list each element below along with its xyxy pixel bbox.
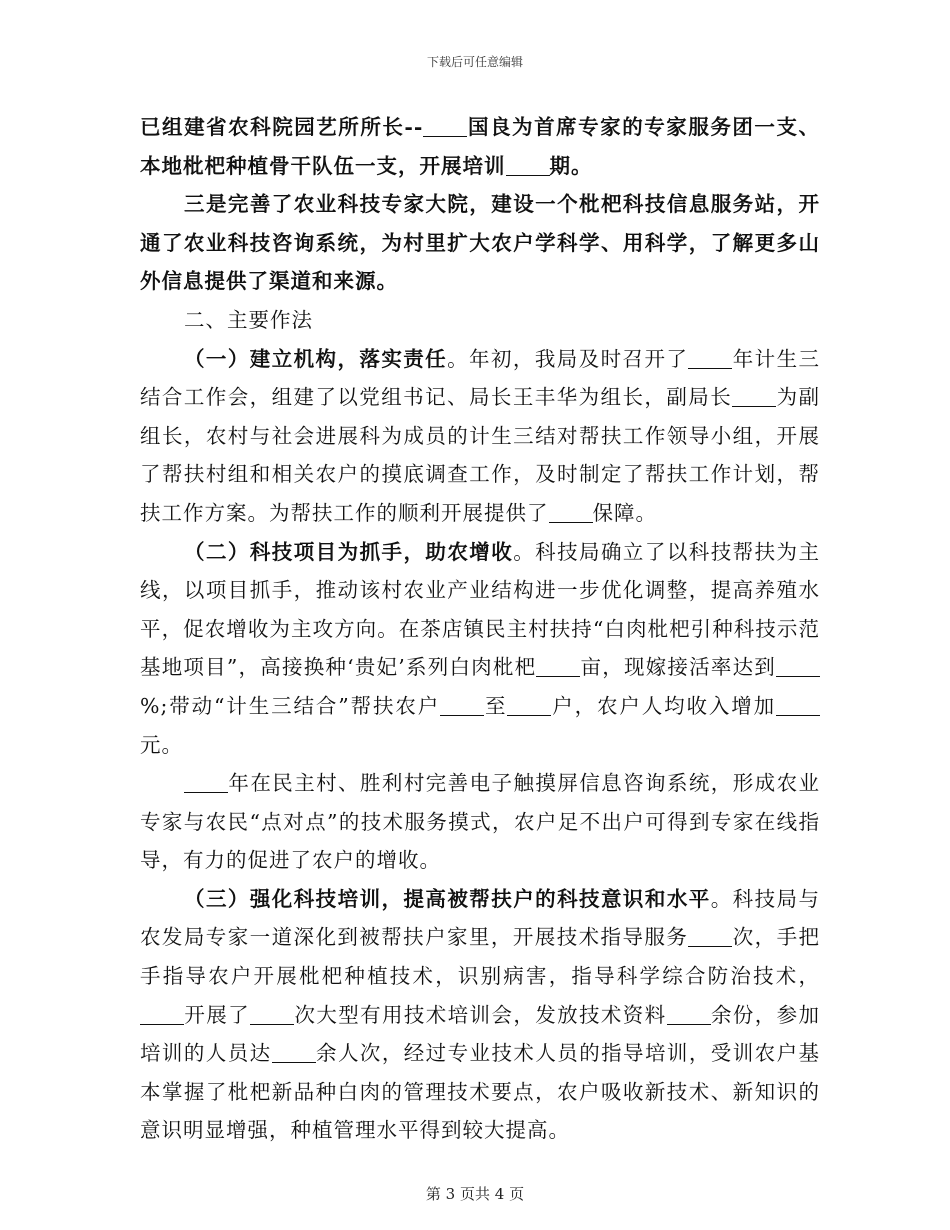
blank-underline [184,772,228,794]
blank-underline [423,116,467,138]
subheading: （一）建立机构，落实责任 [184,346,448,371]
text-segment: 为副组长，农村与社会进展科为成员的计生三结对帮扶工作领导小组，开展了帮扶村组和相关农户的摸底调查工作，及时制定了帮扶工作计划，帮扶工作方案。为帮扶工作的顺利开展提供了 [140,385,821,525]
text-segment: 保障。 [592,500,657,525]
blank-underline [440,694,484,716]
text-segment: 年在民主村、胜利村完善电子触摸屏信息咨询系统，形成农业专家与农民“点对点”的技术服务摸式，农户足不出户可得到专家在线指导，有力的促进了农户的增收。 [140,771,820,873]
text-segment: 至 [484,693,508,718]
blank-underline [667,1003,711,1025]
text-segment: 次大型有用技术培训会，发放技术资料 [294,1002,667,1027]
text-segment: 已组建省农科院园艺所所长-- [140,115,424,139]
blank-underline [732,386,776,408]
text-segment: 次，手把手指导农户开展枇杷种植技术，识别病害，指导科学综合防治技术， [140,925,821,989]
paragraph-tech-projects [140,533,820,765]
subheading: （三）强化科技培训，提高被帮扶户的科技意识和水平 [184,886,711,911]
document-body [140,108,820,1150]
blank-underline [507,694,551,716]
text-segment: 。年初，我局及时召开了 [447,346,689,371]
blank-underline [688,926,732,948]
text-segment: 国良为首席专家的专家服务团一支、本地枇杷种植骨干队伍一支，开展培训 [140,115,820,178]
page-footer: 第 3 页共 4 页 [425,1185,525,1203]
paragraph-expert-team [140,108,820,185]
paragraph-training [140,880,820,1150]
text-segment: 期。 [549,153,593,178]
text-segment: 户，农户人均收入增加 [551,693,777,718]
text-segment: 。科技局与农发局专家一道深化到被帮扶户家里，开展技术指导服务 [140,886,821,950]
section-heading-methods: 二、主要作法 [184,307,313,332]
blank-underline [776,656,820,678]
blank-underline [250,1003,294,1025]
text-segment: 余份，参加培训的人员达 [140,1002,821,1066]
blank-underline [536,656,580,678]
paragraph-expert-yard: 三是完善了农业科技专家大院，建设一个枇杷科技信息服务站，开通了农业科技咨询系统，为村里扩大农户学科学、用科学，了解更多山外信息提供了渠道和来源。 [140,192,820,294]
blank-underline [272,1042,316,1064]
blank-underline [776,694,820,716]
text-segment: 亩，现嫁接活率达到 [580,655,777,680]
paragraph-organization [140,340,820,533]
blank-underline [140,1003,184,1025]
text-segment: 。科技局确立了以科技帮扶为主线，以项目抓手，推动该村农业产业结构进一步优化调整，提高养殖水平，促农增收为主攻方向。在茶店镇民主村扶持“白肉枇杷引种科技示范基地项目”，高接换种‘贵妃’系列白肉枇杷 [140,539,821,680]
page-header: 下载后可任意编辑 [426,55,523,69]
blank-underline [549,501,593,523]
blank-underline [688,347,732,369]
text-segment: %;带动“计生三结合”帮扶农户 [140,693,441,718]
text-segment: 开展了 [184,1002,251,1027]
subheading: （二）科技项目为抓手，助农增收 [184,539,514,564]
blank-underline [506,154,550,176]
text-segment: 元。 [140,732,183,757]
text-segment: 年计生三结合工作会，组建了以党组书记、局长王丰华为组长，副局长 [140,346,821,410]
text-segment: 余人次，经过专业技术人员的指导培训，受训农户基本掌握了枇杷新品种白肉的管理技术要点，农户吸收新技术、新知识的意识明显增强，种植管理水平得到较大提高。 [140,1041,821,1143]
paragraph-touchscreen-system [140,764,820,880]
